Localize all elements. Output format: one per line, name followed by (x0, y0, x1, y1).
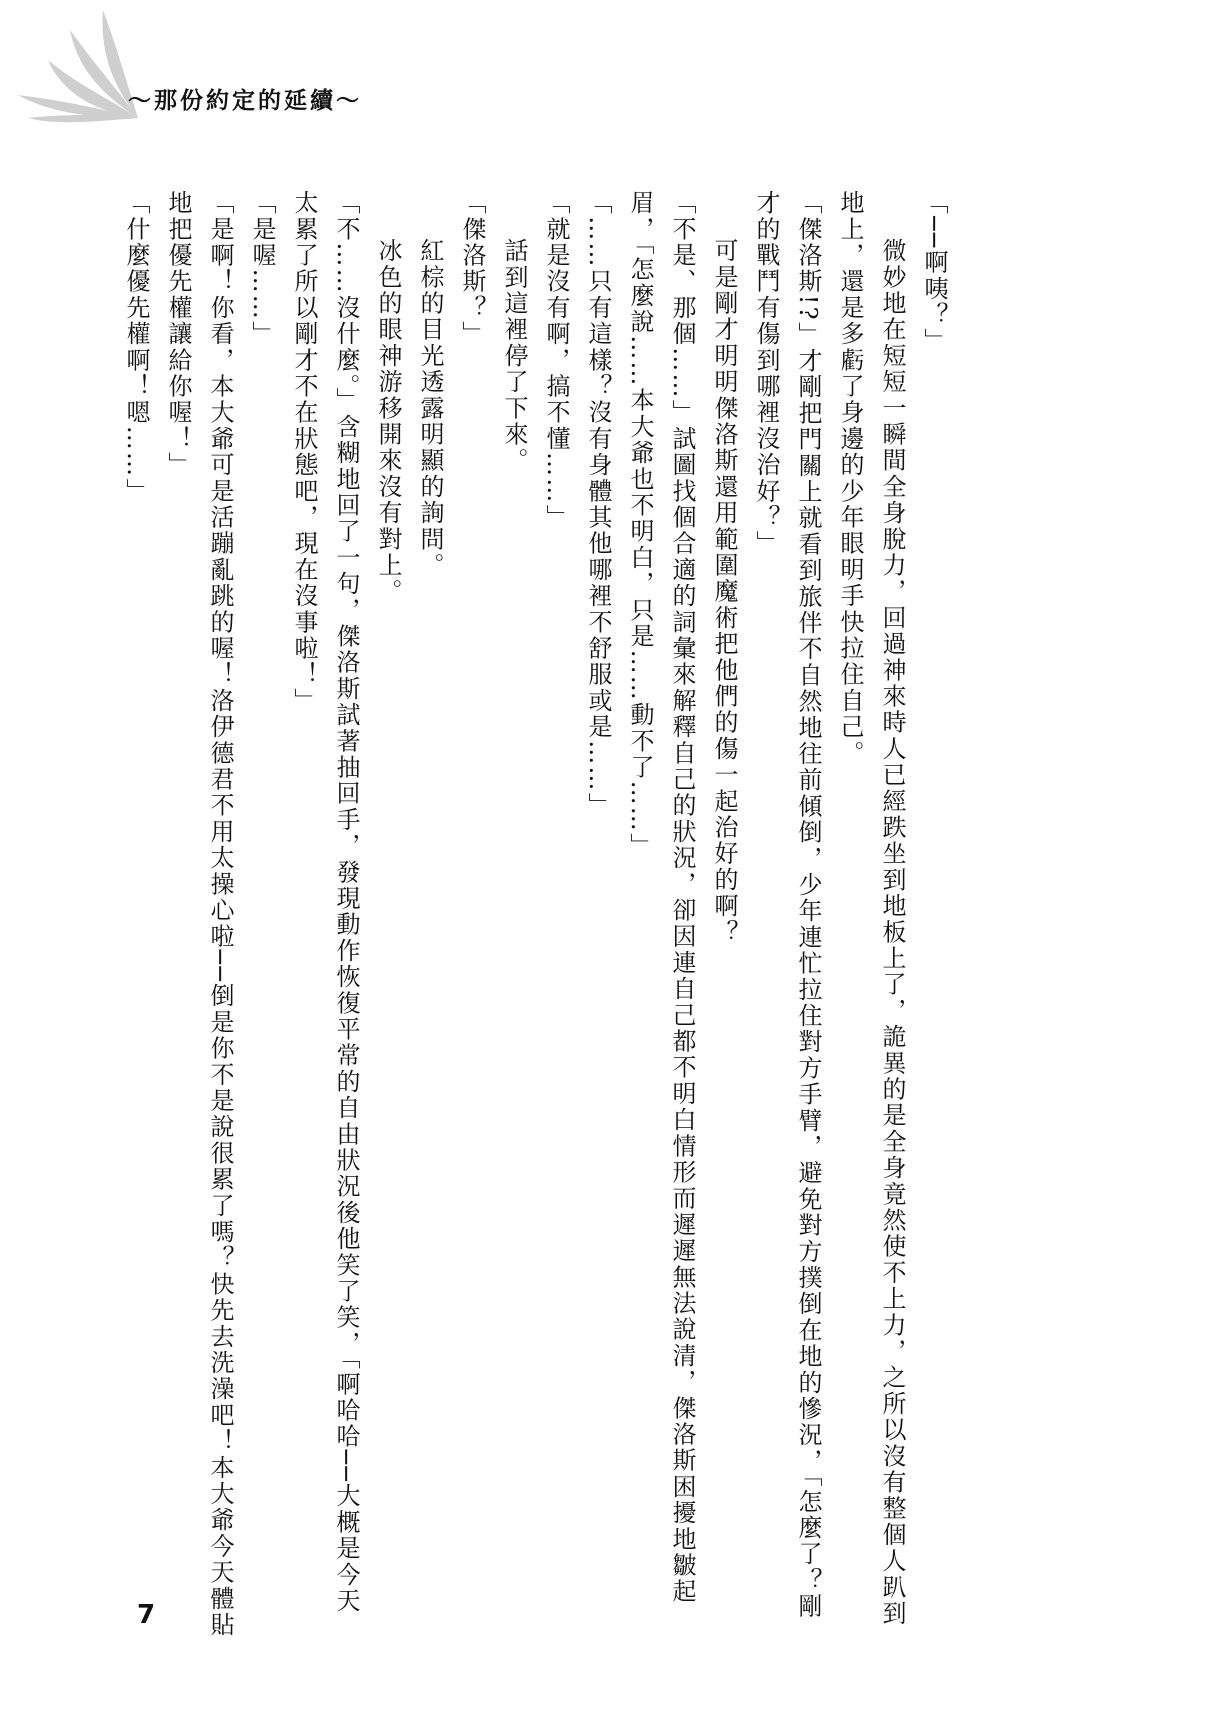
paragraph: 微妙地在短短一瞬間全身脫力，回過神來時人已經跌坐到地板上了，詭異的是全身竟然使不上力，之所以沒有整個人趴到地上，還是多虧了身邊的少年眼明手快拉住自己。 (836, 190, 906, 1627)
page-number: 7 (137, 1600, 156, 1630)
paragraph: 紅棕的目光透露明顯的詢問。 (416, 238, 444, 579)
paragraph: 「傑洛斯!?」才剛把門關上就看到旅伴不自然地往前傾倒，少年連忙拉住對方手臂，避免對方撲倒在地的慘況，「怎麼了？剛才的戰鬥有傷到哪裡沒治好？」 (752, 190, 822, 1620)
paragraph: 「不是、那個……」試圖找個合適的詞彙來解釋自己的狀況，卻因連自己都不明白情形而遲遲無法說清，傑洛斯困擾地皺起眉，「怎麼說……本大爺也不明白，只是……動不了……」 (626, 190, 696, 1605)
paragraph: 「什麼優先權啊！嗯……」 (122, 190, 150, 505)
paragraph: 話到這裡停了下來。 (500, 238, 528, 474)
paragraph: 「是啊！你看，本大爺可是活蹦亂跳的喔！洛伊德君不用太操心啦──倒是你不是說很累了嗎？快先去洗澡吧！本大爺今天體貼地把優先權讓給你喔！」 (164, 190, 234, 1639)
feather-wing-icon (8, 0, 148, 125)
paragraph: 冰色的眼神游移開來沒有對上。 (374, 238, 402, 605)
paragraph: 「就是沒有啊，搞不懂……」 (542, 190, 570, 531)
paragraph: 「……只有這樣？沒有身體其他哪裡不舒服或是……」 (584, 190, 612, 819)
running-header-title: ～那份約定的延續～ (128, 88, 362, 114)
body-text (122, 190, 955, 1640)
paragraph: 可是剛才明明傑洛斯還用範圍魔術把他們的傷一起治好的啊？ (710, 238, 738, 946)
paragraph: 「傑洛斯？」 (458, 190, 486, 348)
paragraph: 「是喔……」 (248, 190, 276, 348)
paragraph: 「不……沒什麼。」含糊地回了一句，傑洛斯試著抽回手，發現動作恢復平常的自由狀況後他笑了笑，「啊哈哈──大概是今天太累了所以剛才不在狀態吧，現在沒事啦！」 (290, 190, 360, 1615)
paragraph: 「──啊咦？」 (920, 190, 948, 355)
